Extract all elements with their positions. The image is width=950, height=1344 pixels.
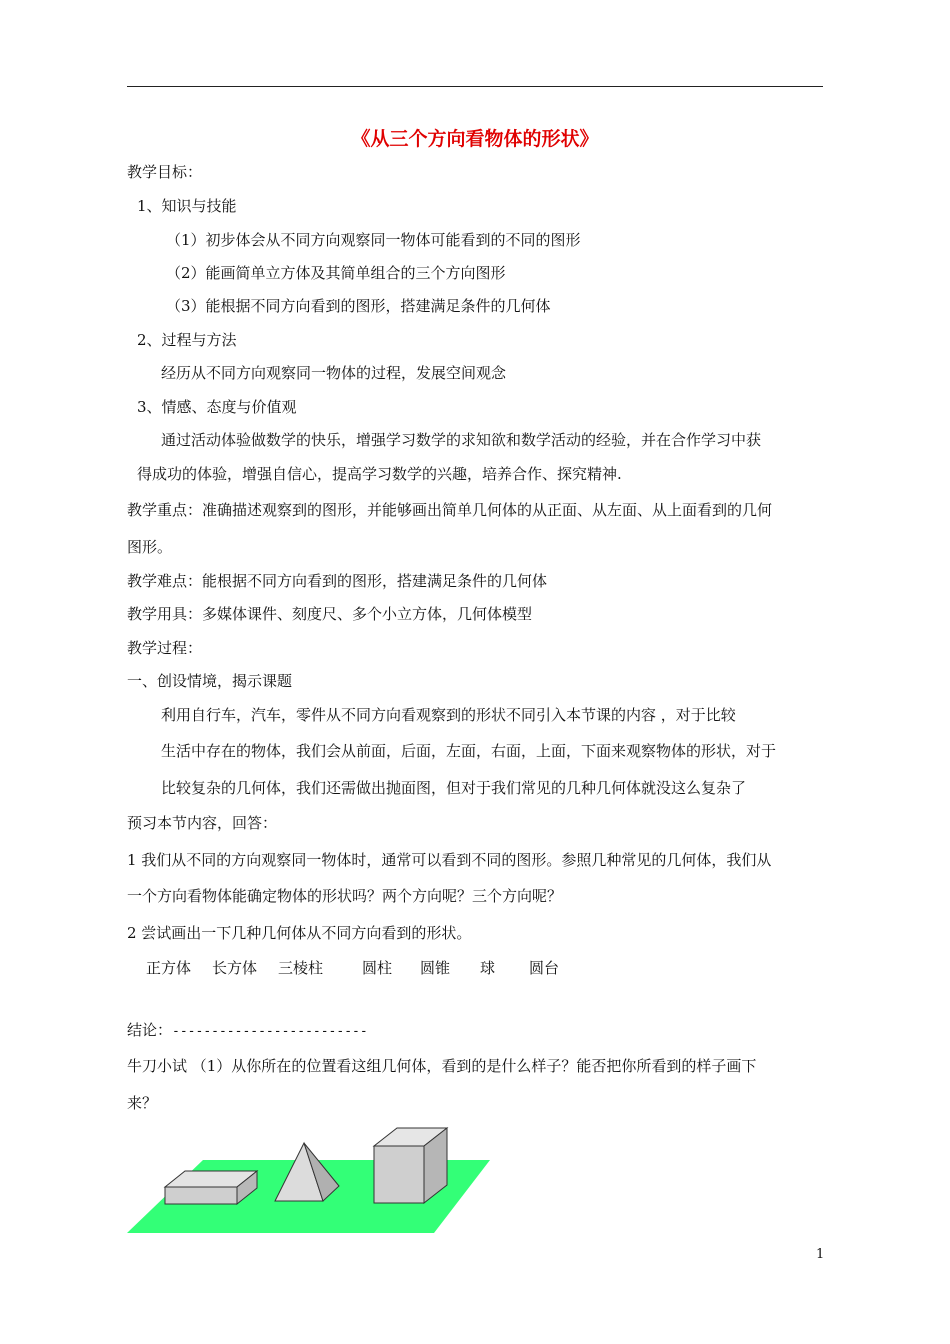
goals-heading: 教学目标：	[127, 163, 203, 181]
goal1-item: （3）能根据不同方向看到的图形，搭建满足条件的几何体	[166, 297, 551, 315]
section1-paragraph-line: 利用自行车，汽车，零件从不同方向看观察到的形状不同引入本节课的内容 ，对于比较	[161, 706, 736, 724]
process-heading: 教学过程：	[127, 639, 203, 657]
question2-line: 2 尝试画出一下几种几何体从不同方向看到的形状。	[127, 924, 472, 942]
page-number: 1	[816, 1247, 825, 1262]
preview-line: 预习本节内容，回答：	[127, 814, 278, 832]
question1-line: 1 我们从不同的方向观察同一物体时，通常可以看到不同的图形。参照几种常见的几何体，我们从	[127, 851, 772, 869]
goal3-line: 得成功的体验，增强自信心，提高学习数学的兴趣，培养合作、探究精神.	[137, 465, 622, 483]
tools-line: 教学用具：多媒体课件、刻度尺、多个小立方体，几何体模型	[127, 605, 533, 623]
conclusion-label: 结论：	[127, 1021, 173, 1039]
goal1-item: （1）初步体会从不同方向观察同一物体可能看到的不同的图形	[166, 231, 581, 249]
section1-paragraph-line: 生活中存在的物体，我们会从前面，后面，左面，右面，上面，下面来观察物体的形状，对于	[161, 742, 777, 760]
section1-heading: 一、创设情境，揭示课题	[127, 672, 293, 690]
section1-paragraph-line: 比较复杂的几何体，我们还需做出抛面图，但对于我们常见的几种几何体就没这么复杂了	[161, 779, 747, 797]
cube-solid	[374, 1128, 447, 1203]
page-title: 《从三个方向看物体的形状》	[351, 128, 599, 150]
goal2-text: 经历从不同方向观察同一物体的过程，发展空间观念	[161, 364, 507, 382]
goal1-heading: 1、知识与技能	[137, 197, 237, 215]
shape-names-row	[0, 958, 950, 978]
conclusion-blank: -------------------------	[172, 1024, 368, 1039]
try-line: 牛刀小试 （1）从你所在的位置看这组几何体，看到的是什么样子？能否把你所看到的样子画下	[127, 1057, 757, 1075]
shape-name: 圆台	[529, 959, 560, 977]
cuboid-solid	[165, 1171, 257, 1204]
shape-name: 圆锥	[420, 959, 451, 977]
shape-name: 三棱柱	[278, 959, 324, 977]
shape-name: 正方体	[146, 959, 192, 977]
shape-name: 球	[480, 959, 496, 977]
goal2-heading: 2、过程与方法	[137, 331, 237, 349]
shape-name: 圆柱	[362, 959, 393, 977]
question1-line: 一个方向看物体能确定物体的形状吗？两个方向呢？三个方向呢？	[127, 887, 563, 905]
shape-name: 长方体	[212, 959, 258, 977]
key-point-line: 图形。	[127, 538, 173, 556]
conclusion-line	[127, 1020, 368, 1042]
difficulty-line: 教学难点：能根据不同方向看到的图形，搭建满足条件的几何体	[127, 572, 548, 590]
goal3-heading: 3、情感、态度与价值观	[137, 398, 297, 416]
geometric-solids-figure	[127, 1120, 497, 1238]
goal1-item: （2）能画简单立方体及其简单组合的三个方向图形	[166, 264, 506, 282]
goal3-line: 通过活动体验做数学的快乐，增强学习数学的求知欲和数学活动的经验，并在合作学习中获	[161, 431, 762, 449]
try-line: 来？	[127, 1094, 158, 1112]
header-rule	[127, 86, 823, 87]
key-point-line: 教学重点：准确描述观察到的图形，并能够画出简单几何体的从正面、从左面、从上面看到的几何	[127, 501, 773, 519]
